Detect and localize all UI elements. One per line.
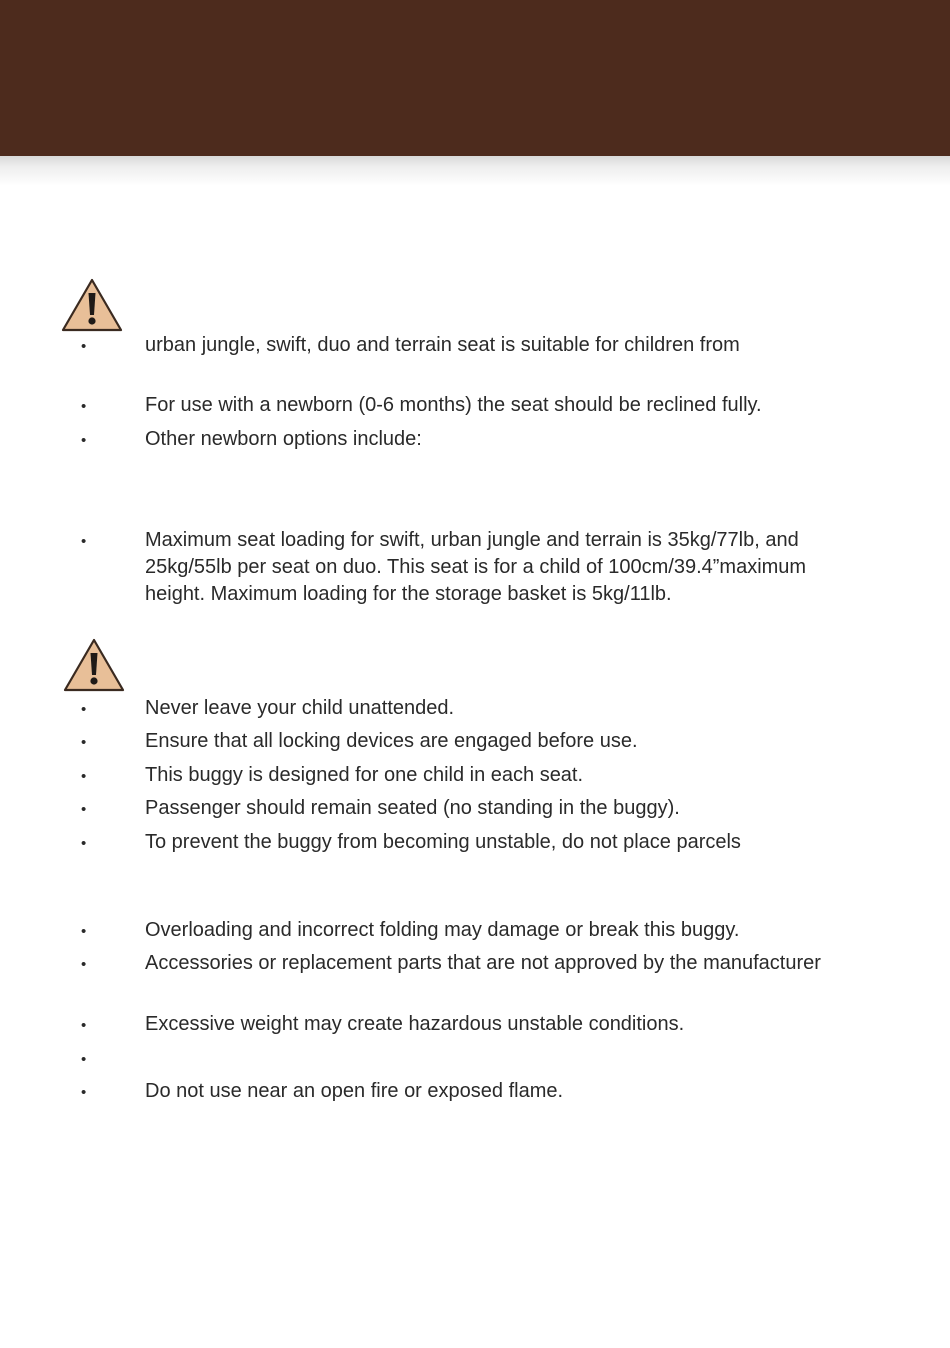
bullet: [81, 1083, 91, 1103]
list-item: Other newborn options include:: [145, 428, 422, 450]
list-item: Maximum seat loading for swift, urban jungle and terrain is 35kg/77lb, and 25kg/55lb per seat on duo. This seat is for a child of 100cm/39.4”maximum height. Maximum loading for the storage basket is 5kg/11lb.: [145, 529, 807, 605]
bullet: [81, 532, 91, 552]
bullet: [81, 955, 91, 975]
header-band: [0, 0, 950, 156]
list-item: urban jungle, swift, duo and terrain seat is suitable for children from: [145, 334, 740, 356]
bullet: [81, 733, 91, 753]
bullet: [81, 431, 91, 451]
list-item: Accessories or replacement parts that are not approved by the manufacturer: [145, 952, 821, 974]
list-item: To prevent the buggy from becoming unstable, do not place parcels: [145, 831, 741, 853]
bullet: [81, 1016, 91, 1036]
list-item: Never leave your child unattended.: [145, 697, 455, 719]
bullet: [81, 1050, 91, 1070]
bullet: [81, 834, 91, 854]
list-item: This buggy is designed for one child in each seat.: [145, 764, 584, 786]
warning-triangle-icon: [63, 638, 125, 692]
bullet: [81, 337, 91, 357]
bullet: [81, 700, 91, 720]
header-shadow: [0, 156, 950, 186]
bullet: [81, 922, 91, 942]
list-item: Excessive weight may create hazardous unstable conditions.: [145, 1013, 685, 1035]
warning-triangle-icon: [61, 278, 123, 332]
list-item: Overloading and incorrect folding may damage or break this buggy.: [145, 919, 740, 941]
bullet: [81, 767, 91, 787]
list-item: Ensure that all locking devices are engaged before use.: [145, 730, 638, 752]
bullet: [81, 800, 91, 820]
list-item: Passenger should remain seated (no standing in the buggy).: [145, 797, 680, 819]
bullet: [81, 397, 91, 417]
list-item: For use with a newborn (0-6 months) the seat should be reclined fully.: [145, 394, 762, 416]
list-item: Do not use near an open fire or exposed flame.: [145, 1080, 564, 1102]
